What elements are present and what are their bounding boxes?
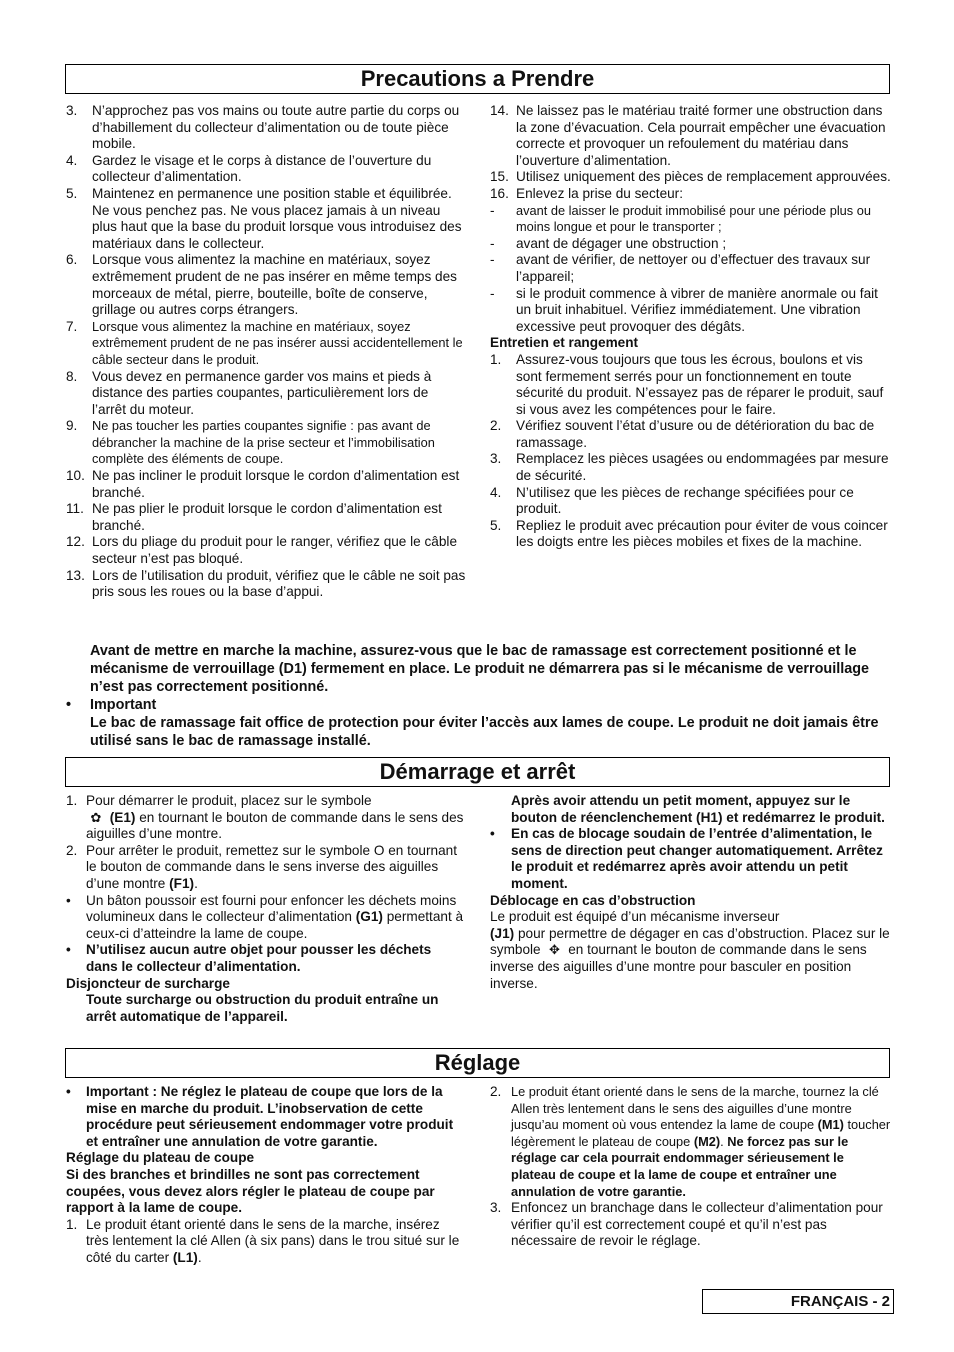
demarrage-left-column xyxy=(66,793,466,1025)
list-item: 4. Gardez le visage et le corps à distance de l’ouverture du collecteur d’alimentation. xyxy=(66,152,432,185)
important-text: Le bac de ramassage fait office de protection pour éviter l’accès aux lames de coupe. Le produit ne doit jamais être utilisé sans le bac de ramassage installé. xyxy=(90,715,879,749)
precautions-left-column xyxy=(66,103,466,601)
precautions-right-column xyxy=(490,103,892,551)
list-item: 1. Pour démarrer le produit, placez sur le symbole ✿ (E1) en tournant le bouton de commande dans le sens des aiguilles d’une montre. xyxy=(66,793,464,842)
reglage-heading: Réglage du plateau de coupe xyxy=(66,1150,255,1166)
list-item: • Important : Ne réglez le plateau de coupe que lors de la mise en marche du produit. L’inobservation de cette procédure peut sérieusement endommager votre produit et entraîner une annulation de votre garantie. xyxy=(66,1084,454,1149)
list-item: 2. Le produit étant orienté dans le sens de la marche, tournez la clé Allen très lentement dans le sens des aiguilles d’une montre jusqu’au moment où vous entendez la lame de coupe (M1) toucher légèrement le plateau de coupe (M2). Ne forcez pas sur le réglage car cela pourrait endommager sérieusement le plateau de coupe et la lame de coupe et entraîner une annulation de votre garantie. xyxy=(490,1084,891,1199)
reverse-symbol-icon: ✥ xyxy=(548,942,560,958)
list-item: 8. Vous devez en permanence garder vos mains et pieds à distance des parties coupantes, particulièrement lors de l’arrêt du moteur. xyxy=(66,368,432,417)
list-item: 1. Le produit étant orienté dans le sens de la marche, insérez très lentement la clé Allen (à six pans) dans le trou situé sur le côté du carter (L1). xyxy=(66,1216,460,1265)
section-title-demarrage: Démarrage et arrêt xyxy=(65,757,890,787)
list-item: 3. N’approchez pas vos mains ou toute autre partie du corps ou d’habillement du collecteur d’alimentation ou de toute pièce mobile. xyxy=(66,103,460,152)
section-title-precautions: Precautions a Prendre xyxy=(65,64,890,94)
list-item: 15. Utilisez uniquement des pièces de remplacement approuvées. xyxy=(490,169,891,185)
list-item: - avant de vérifier, de nettoyer ou d’effectuer des travaux sur l’appareil; xyxy=(490,252,871,284)
start-symbol-icon: ✿ xyxy=(90,809,102,825)
list-item: 14. Ne laissez pas le matériau traité former une obstruction dans la zone d’évacuation. Cela pourrait empêcher une évacuation correcte et provoquer un refoulement du matériau dans l’ouverture d’alimentation. xyxy=(490,103,886,168)
list-item: 2. Vérifiez souvent l’état d’usure ou de détérioration du bac de ramassage. xyxy=(490,418,875,450)
disjoncteur-heading: Disjoncteur de surcharge xyxy=(66,975,230,991)
list-item: 13. Lors de l’utilisation du produit, vérifiez que le câble ne soit pas pris sous les roues ou la base d’appui. xyxy=(66,567,466,600)
deblocage-text: Le produit est équipé d’un mécanisme inverseur (J1) pour permettre de dégager en cas d’obstruction. Placez sur le symbole ✥ en tournant le bouton de commande dans le sens inverse des aiguilles d’une montre pour basculer en position inverse. xyxy=(490,909,890,991)
list-item: • Un bâton poussoir est fourni pour enfoncer les déchets moins volumineux dans le collecteur d’alimentation (G1) permettant à ceux-ci d’atteindre la lame de coupe. xyxy=(66,892,464,941)
list-item: - avant de dégager une obstruction ; xyxy=(490,235,727,251)
list-item: 5. Repliez le produit avec précaution pour éviter de vous coincer les doigts entre les pièces mobiles et fixes de la machine. xyxy=(490,517,888,550)
list-item: 5. Maintenez en permanence une position stable et équilibrée. Ne vous penchez pas. Ne vous placez jamais à un niveau plus haut que la base du produit lorsque vous introduisez des matériaux dans le collecteur. xyxy=(66,185,462,251)
list-item: 4. N’utilisez que les pièces de rechange spécifiées pour ce produit. xyxy=(490,484,854,517)
list-item: 3. Remplacez les pièces usagées ou endommagées par mesure de sécurité. xyxy=(490,451,889,484)
section-title-reglage: Réglage xyxy=(65,1048,890,1078)
list-item: 12. Lors du pliage du produit pour le ranger, vérifiez que le câble secteur n’est pas bloqué. xyxy=(66,534,457,567)
demarrage-right-column xyxy=(490,793,892,992)
list-item: • N’utilisez aucun autre objet pour pousser les déchets dans le collecteur d’alimentation. xyxy=(66,942,432,974)
list-item: 16. Enlevez la prise du secteur: xyxy=(490,185,683,201)
list-item: 3. Enfoncez un branchage dans le collecteur d’alimentation pour vérifier qu’il est correctement coupé et qu’il n’est pas nécessaire de revoir le réglage. xyxy=(490,1200,883,1249)
important-bullet: • Important Le bac de ramassage fait office de protection pour éviter l’accès aux lames de coupe. Le produit ne doit jamais être utilisé sans le bac de ramassage installé. xyxy=(66,696,896,750)
list-item: - si le produit commence à vibrer de manière anormale ou fait un bruit inhabituel. Vérifiez immédiatement. Une vibration excessive peut provoquer des dégâts. xyxy=(490,285,878,334)
list-item: 9. Ne pas toucher les parties coupantes signifie : pas avant de débrancher la machine de la prise secteur et l’immobilisation complète des éléments de coupe. xyxy=(66,418,435,467)
entretien-heading: Entretien et rangement xyxy=(490,335,639,351)
important-label: Important xyxy=(90,697,157,713)
deblocage-heading: Déblocage en cas d’obstruction xyxy=(490,892,696,908)
list-item: 11. Ne pas plier le produit lorsque le cordon d’alimentation est branché. xyxy=(66,501,442,533)
reset-paragraph: Après avoir attendu un petit moment, appuyez sur le bouton de réenclenchement (H1) et redémarrez le produit. xyxy=(511,793,885,825)
list-item: • En cas de blocage soudain de l’entrée d’alimentation, le sens de direction peut changer automatiquement. Arrêtez le produit et redémarrez après avoir attendu un petit moment. xyxy=(490,826,883,891)
list-item: 7. Lorsque vous alimentez la machine en matériaux, soyez extrêmement prudent de ne pas insérer aussi accidentellement le câble secteur dans le produit. xyxy=(66,318,463,367)
reglage-right-column xyxy=(490,1084,892,1250)
list-item: 2. Pour arrêter le produit, remettez sur le symbole O en tournant le bouton de commande dans le sens inverse des aiguilles d’une montre (F1). xyxy=(66,842,457,891)
disjoncteur-text: Toute surcharge ou obstruction du produit entraîne un arrêt automatique de l’appareil. xyxy=(86,992,439,1024)
reglage-intro: Si des branches et brindilles ne sont pas correctement coupées, vous devez alors régler le plateau de coupe par rapport à la lame de coupe. xyxy=(66,1166,435,1216)
list-item: 1. Assurez-vous toujours que tous les écrous, boulons et vis sont fermement serrés pour un fonctionnement en toute sécurité du produit. N’essayez pas de réparer le produit, sauf si vous avez les compétences pour le faire. xyxy=(490,351,884,417)
list-item: 6. Lorsque vous alimentez la machine en matériaux, soyez extrêmement prudent de ne pas insérer en même temps des morceaux de métal, pierre, bouteille, boîte de conserve, grillage ou autres corps étrangers. xyxy=(66,252,457,318)
list-item: 10. Ne pas incliner le produit lorsque le cordon d’alimentation est branché. xyxy=(66,468,460,500)
reglage-left-column xyxy=(66,1084,466,1267)
page-footer: FRANÇAIS - 2 xyxy=(702,1289,894,1314)
list-item: - avant de laisser le produit immobilisé pour une période plus ou moins longue et pour le transporter ; xyxy=(490,202,871,235)
bac-warning-note: Avant de mettre en marche la machine, assurez-vous que le bac de ramassage est correctement positionné et le mécanisme de verrouillage (D1) fermement en place. Le produit ne démarrera pas si le mécanisme de verrouillage n’est pas correctement positionné. xyxy=(90,643,869,695)
